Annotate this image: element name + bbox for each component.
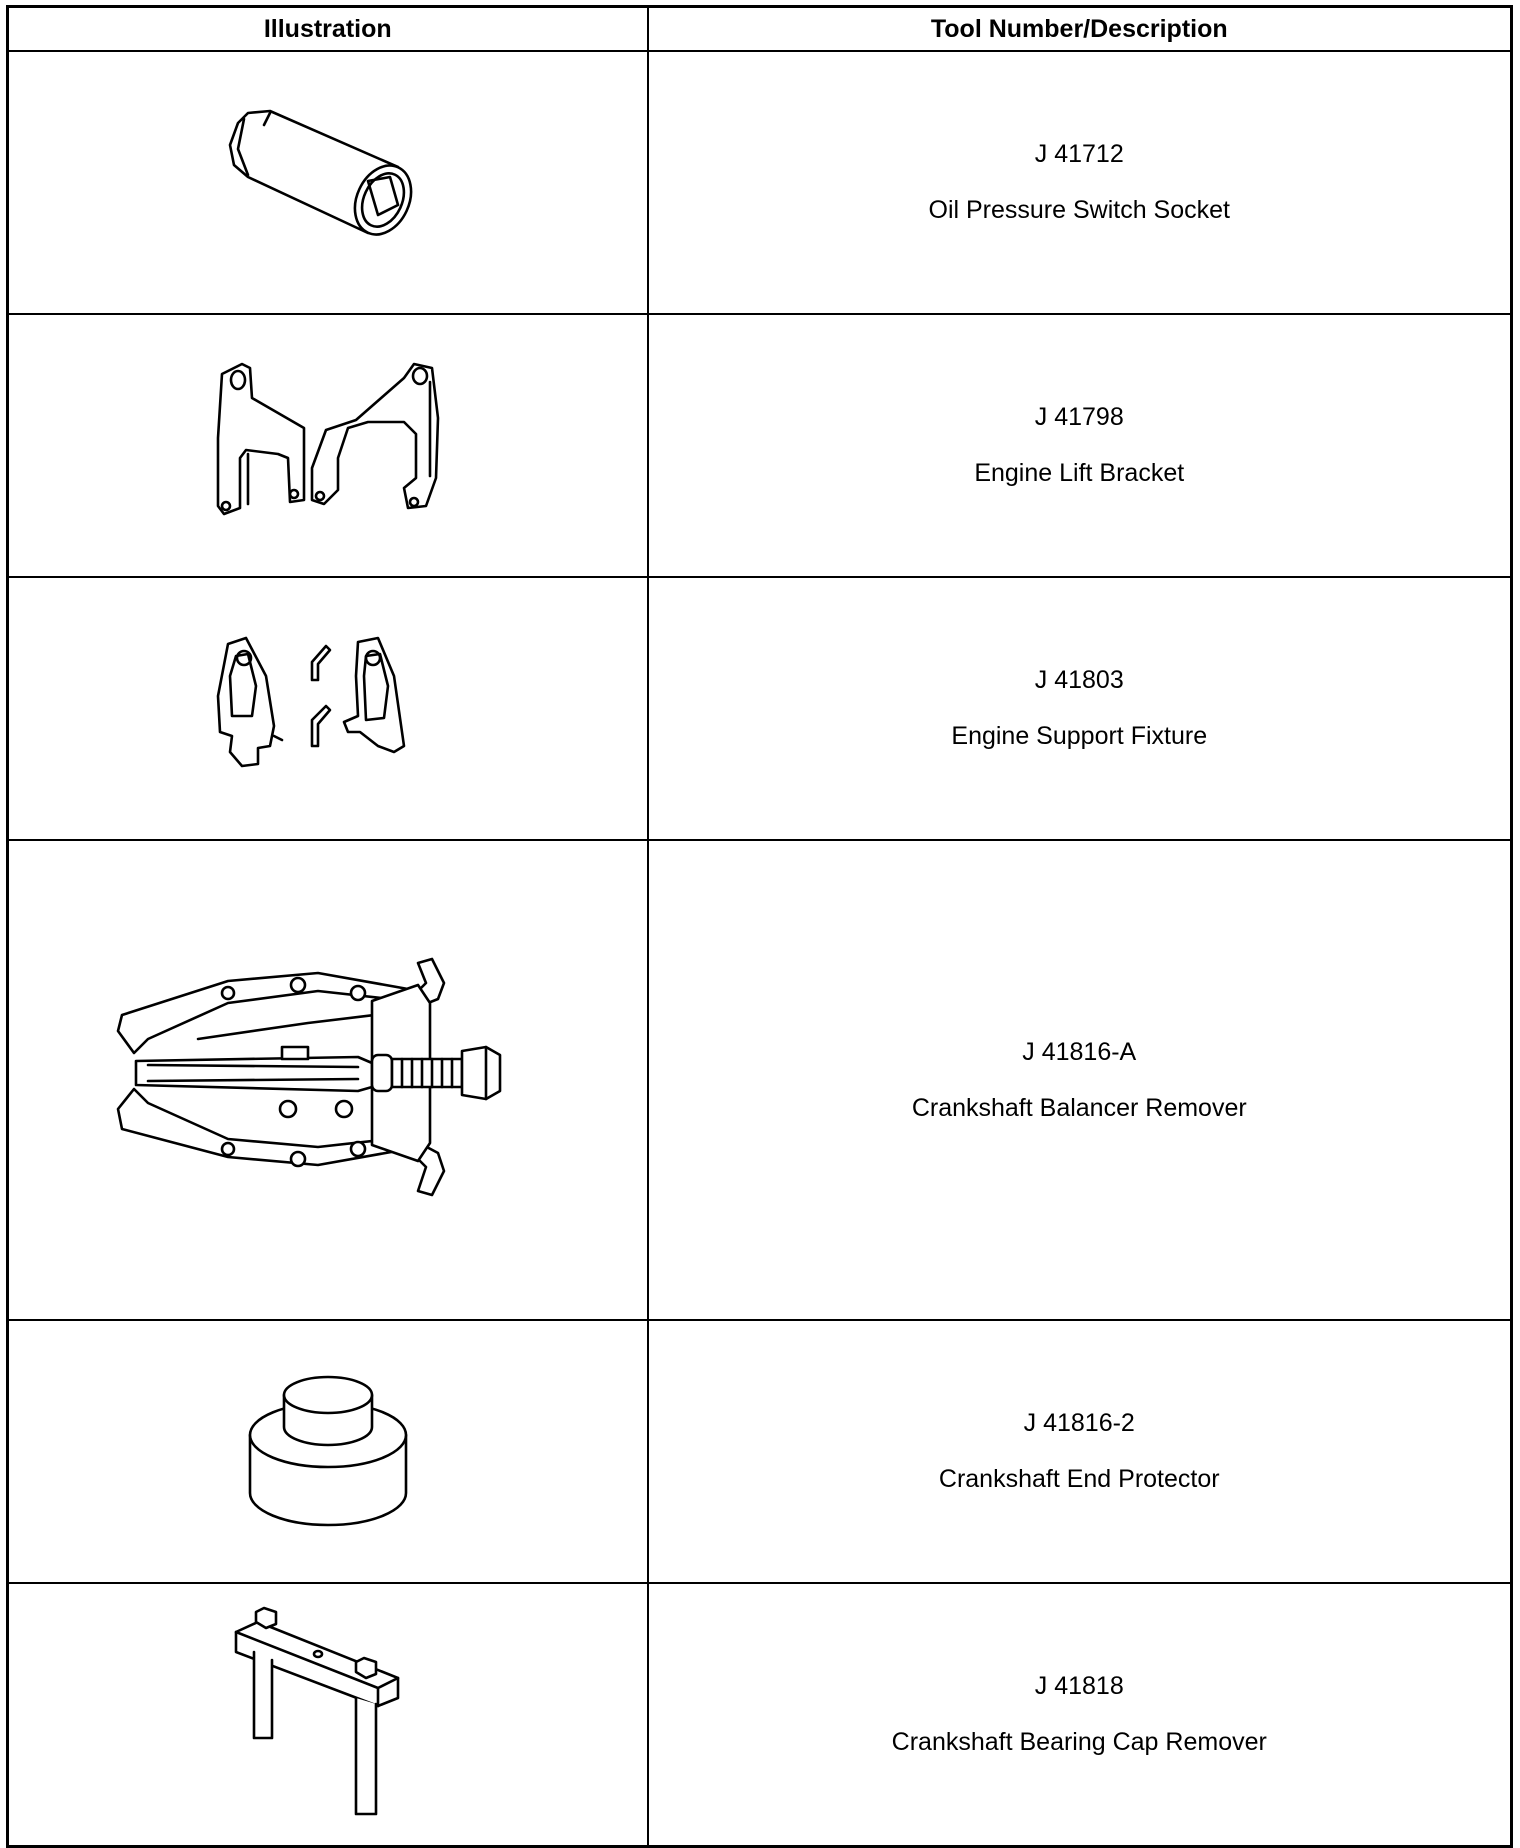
description-cell [648,577,1512,840]
lift-bracket-icon [208,358,448,528]
tool-description: Engine Support Fixture [951,722,1208,750]
header-row [8,7,1512,52]
illustration-cell [8,1583,648,1847]
table-row [8,1583,1512,1847]
tool-number: J 41816-A [1022,1037,1137,1066]
illustration-cell [8,577,648,840]
header-illustration: Illustration [8,7,648,52]
tool-number: J 41818 [1034,1672,1124,1700]
tool-number: J 41798 [1034,403,1124,431]
description-cell [648,1583,1512,1847]
tool-description: Crankshaft End Protector [938,1465,1220,1493]
tool-number: J 41803 [1034,666,1124,694]
illustration-cell [8,840,648,1320]
description-cell [648,51,1512,314]
end-protector-icon [238,1369,418,1529]
tool-description: Oil Pressure Switch Socket [928,196,1230,224]
tool-number: J 41816-2 [1023,1409,1135,1437]
table-row [8,314,1512,577]
illustration-cell [8,1320,648,1583]
tool-description: Crankshaft Bearing Cap Remover [891,1728,1267,1756]
support-fixture-icon [208,636,448,776]
table-row [8,1320,1512,1583]
socket-icon [208,105,448,255]
balancer-puller-icon [108,943,548,1213]
bearing-cap-remover-icon [228,1602,428,1822]
header-tool-number-description: Tool Number/Description [648,7,1512,52]
special-tools-table [6,5,1513,1848]
tool-description: Engine Lift Bracket [974,459,1185,487]
illustration-cell [8,51,648,314]
table-row [8,577,1512,840]
table-row [8,51,1512,314]
description-cell [648,1320,1512,1583]
description-cell [648,840,1512,1320]
description-cell [648,314,1512,577]
illustration-cell [8,314,648,577]
table-row [8,840,1512,1320]
tool-number: J 41712 [1034,140,1124,168]
tool-description: Crankshaft Balancer Remover [911,1093,1247,1122]
